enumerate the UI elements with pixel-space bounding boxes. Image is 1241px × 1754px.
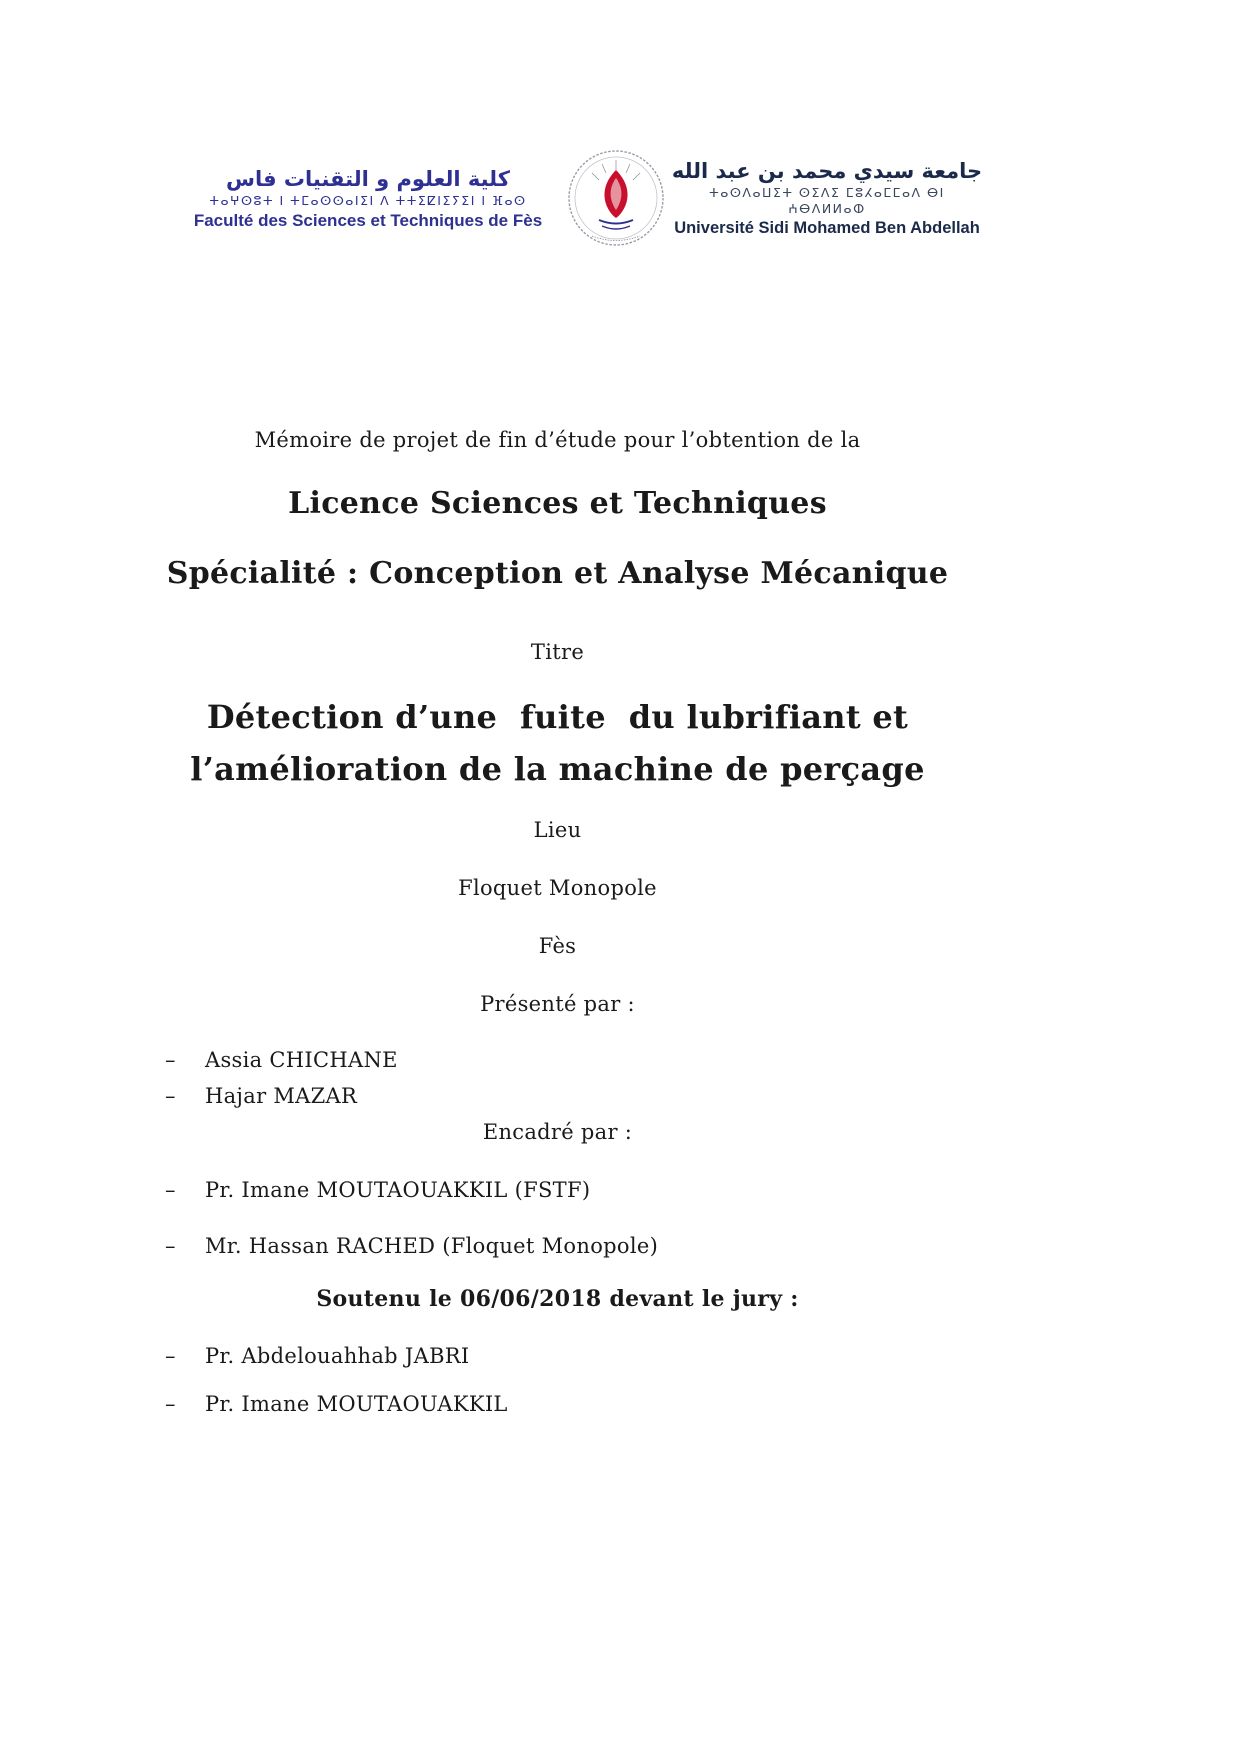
author-name: Assia CHICHANE [205,1048,398,1072]
degree-line: Licence Sciences et Techniques [288,486,827,521]
faculty-header-block [192,166,544,231]
author-item [165,1048,950,1072]
faculty-name-arabic: كلية العلوم و التقنيات فاس [226,167,510,191]
jury-member-name: Pr. Imane MOUTAOUAKKIL [205,1392,508,1416]
list-dash: – [165,1392,176,1416]
university-name-arabic: جامعة سيدي محمد بن عبد الله [671,159,983,183]
title-label: Titre [530,640,585,664]
specialty-line: Spécialité : Conception et Analyse Mécanique [166,556,949,591]
supervisor-name: Mr. Hassan RACHED (Floquet Monopole) [205,1234,659,1258]
presented-by-label: Présenté par : [480,992,635,1016]
author-name: Hajar MAZAR [205,1084,358,1108]
defense-line: Soutenu le 06/06/2018 devant le jury : [316,1286,799,1312]
university-name-french: Université Sidi Mohamed Ben Abdellah [674,218,980,237]
supervised-by-label: Encadré par : [482,1120,633,1144]
supervisor-name: Pr. Imane MOUTAOUAKKIL (FSTF) [205,1178,591,1202]
thesis-title-line1: Détection d’une fuite du lubrifiant et [206,698,909,736]
place-company: Floquet Monopole [458,876,657,900]
author-item [165,1084,950,1108]
university-logo-icon [566,146,666,250]
list-dash: – [165,1048,176,1072]
university-header-block [668,158,986,238]
jury-item [165,1344,950,1368]
list-dash: – [165,1178,176,1202]
list-dash: – [165,1234,176,1258]
supervisor-item [165,1178,950,1202]
jury-item [165,1392,950,1416]
university-name-tifinagh: ⵜⴰⵙⴷⴰⵡⵉⵜ ⵙⵉⴷⵉ ⵎⵓⵃⴰⵎⵎⴰⴷ ⴱⵏ ⵄⴱⴷⵍⵍⴰⵀ [709,185,945,216]
list-dash: – [165,1084,176,1108]
faculty-name-tifinagh: ⵜⴰⵖⵙⵓⵜ ⵏ ⵜⵎⴰⵙⵙⴰⵏⵉⵏ ⴷ ⵜⵜⵉⵇⵏⵉⵢⵉⵏ ⵏ ⴼⴰⵙ [209,193,527,209]
place-city: Fès [538,934,577,958]
thesis-title-line2: l’amélioration de la machine de perçage [190,750,925,788]
intro-line: Mémoire de projet de fin d’étude pour l’obtention de la [254,428,861,452]
faculty-name-french: Faculté des Sciences et Techniques de Fès [193,210,543,230]
supervisor-item [165,1234,950,1258]
jury-member-name: Pr. Abdelouahhab JABRI [205,1344,470,1368]
list-dash: – [165,1344,176,1368]
place-label: Lieu [533,818,582,842]
